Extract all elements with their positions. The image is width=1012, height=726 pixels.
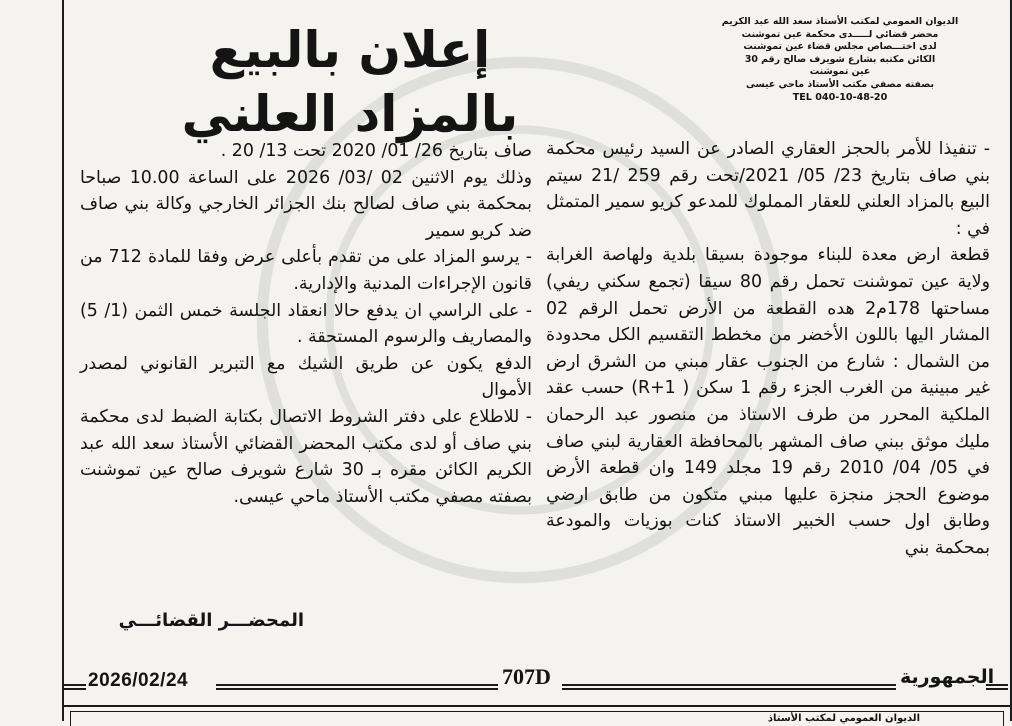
office-line: الديوان العمومي لمكتب الأستاذ سعد الله عبد الكريم — [721, 16, 959, 27]
title-line-1: إعلان بالبيع — [209, 21, 491, 79]
office-phone: TEL 040-10-48-20 — [792, 91, 888, 103]
paragraph: - على الراسي ان يدفع حالا انعقاد الجلسة خمس الثمن (1/ 5) والمصاريف والرسوم المستحقة . — [80, 300, 532, 348]
footer-rule — [562, 684, 896, 690]
bailiff-office-header — [690, 16, 990, 104]
office-line: بصفته مصفي مكتب الأستاذ ماحي عيسى — [745, 78, 934, 90]
footer-rule — [216, 684, 498, 690]
footer-rule — [64, 684, 86, 690]
title-line-2: بالمزاد العلني — [181, 85, 519, 143]
issue-date: 2026/02/24 — [88, 670, 189, 691]
paragraph: - يرسو المزاد على من تقدم بأعلى عرض وفقا للمادة 712 من قانون الإجراءات المدنية والإدارية. — [80, 247, 532, 294]
paragraph: الدفع يكون عن طريق الشيك مع التبرير القانوني لمصدر الأموال — [80, 353, 532, 401]
left-text-column — [80, 138, 532, 510]
paragraph: قطعة ارض معدة للبناء موجودة بسيقا بلدية ولهاصة الغرابة ولاية عين تموشنت تحمل رقم 80 سيقا (تجمع سكني ريفي) مساحتها 178م2 هده القطعة من الأرض تحمل الرقم 02 المشار اليها باللون الأخضر من مخطط التقسيم الكل محدودة من الشمال : شارع من الجنوب عقار مبني من الشرق ارض غير مبينية من الغرب الجزء رقم 1 سكن ( R+1) حسب عقد الملكية المحرر من طرف الاستاذ من منصور عبد الرحمان مليك موثق ببني صاف المشهر بالمحافظة العقارية لبني صاف في 05/ 04/ 2010 رقم 19 مجلد 149 وان قطعة الأرض موضوع الحجز منجزة عليها مبني متكون من طابق ارضي وطابق اول حسب الخبير الاستاذ كنات بوزيات والمودعة بمحكمة بني — [546, 245, 991, 558]
office-line: الكائن مكتبه بشارع شويرف صالح رقم 30 — [744, 53, 936, 65]
next-ad-heading: الديوان العمومي لمكتب الأستاذ — [767, 713, 920, 724]
paragraph: صاف بتاريخ 26/ 01/ 2020 تحت 13/ 20 . — [220, 141, 532, 161]
newspaper-logo: الجمهورية — [900, 666, 995, 688]
office-line: لدى اختـــصاص مجلس قضاء عين تموشنت — [743, 41, 937, 53]
ad-code: 707D — [502, 664, 551, 689]
office-line: عين تموشنت — [809, 66, 871, 78]
office-line: محضر قضائي لـــــدى محكمة عين تموشنت — [741, 28, 939, 40]
paragraph: - تنفيذا للأمر بالحجز العقاري الصادر عن السيد رئيس محكمة بني صاف بتاريخ 23/ 05/ 2021/تحت رقم 259 /21 سيتم البيع بالمزاد العلني للعقار المملوك للمدعو كريو سمير المتمثل في : — [546, 139, 990, 239]
next-ad-box — [62, 705, 1012, 724]
paragraph: وذلك يوم الاثنين 02 /03/ 2026 على الساعة 10.00 صباحا بمحكمة بني صاف لصالح بنك الجزائر الخارجي وكالة بني صاف ضد كريو سمير — [80, 167, 533, 241]
right-text-column — [546, 136, 990, 562]
footer-rule — [986, 684, 1008, 690]
announcement-title — [180, 18, 520, 146]
signature-bailiff: المحضـــر القضائـــي — [118, 610, 304, 631]
paragraph: - للاطلاع على دفتر الشروط الاتصال بكتابة الضبط لدى محكمة بني صاف أو لدى مكتب المحضر القضائي الأستاذ سعد الله عبد الكريم الكائن مقره بـ 30 شارع شويرف صالح عين تموشنت بصفته مصفي مكتب الأستاذ ماحي عيسى. — [80, 406, 532, 507]
page-footer — [64, 660, 1010, 700]
